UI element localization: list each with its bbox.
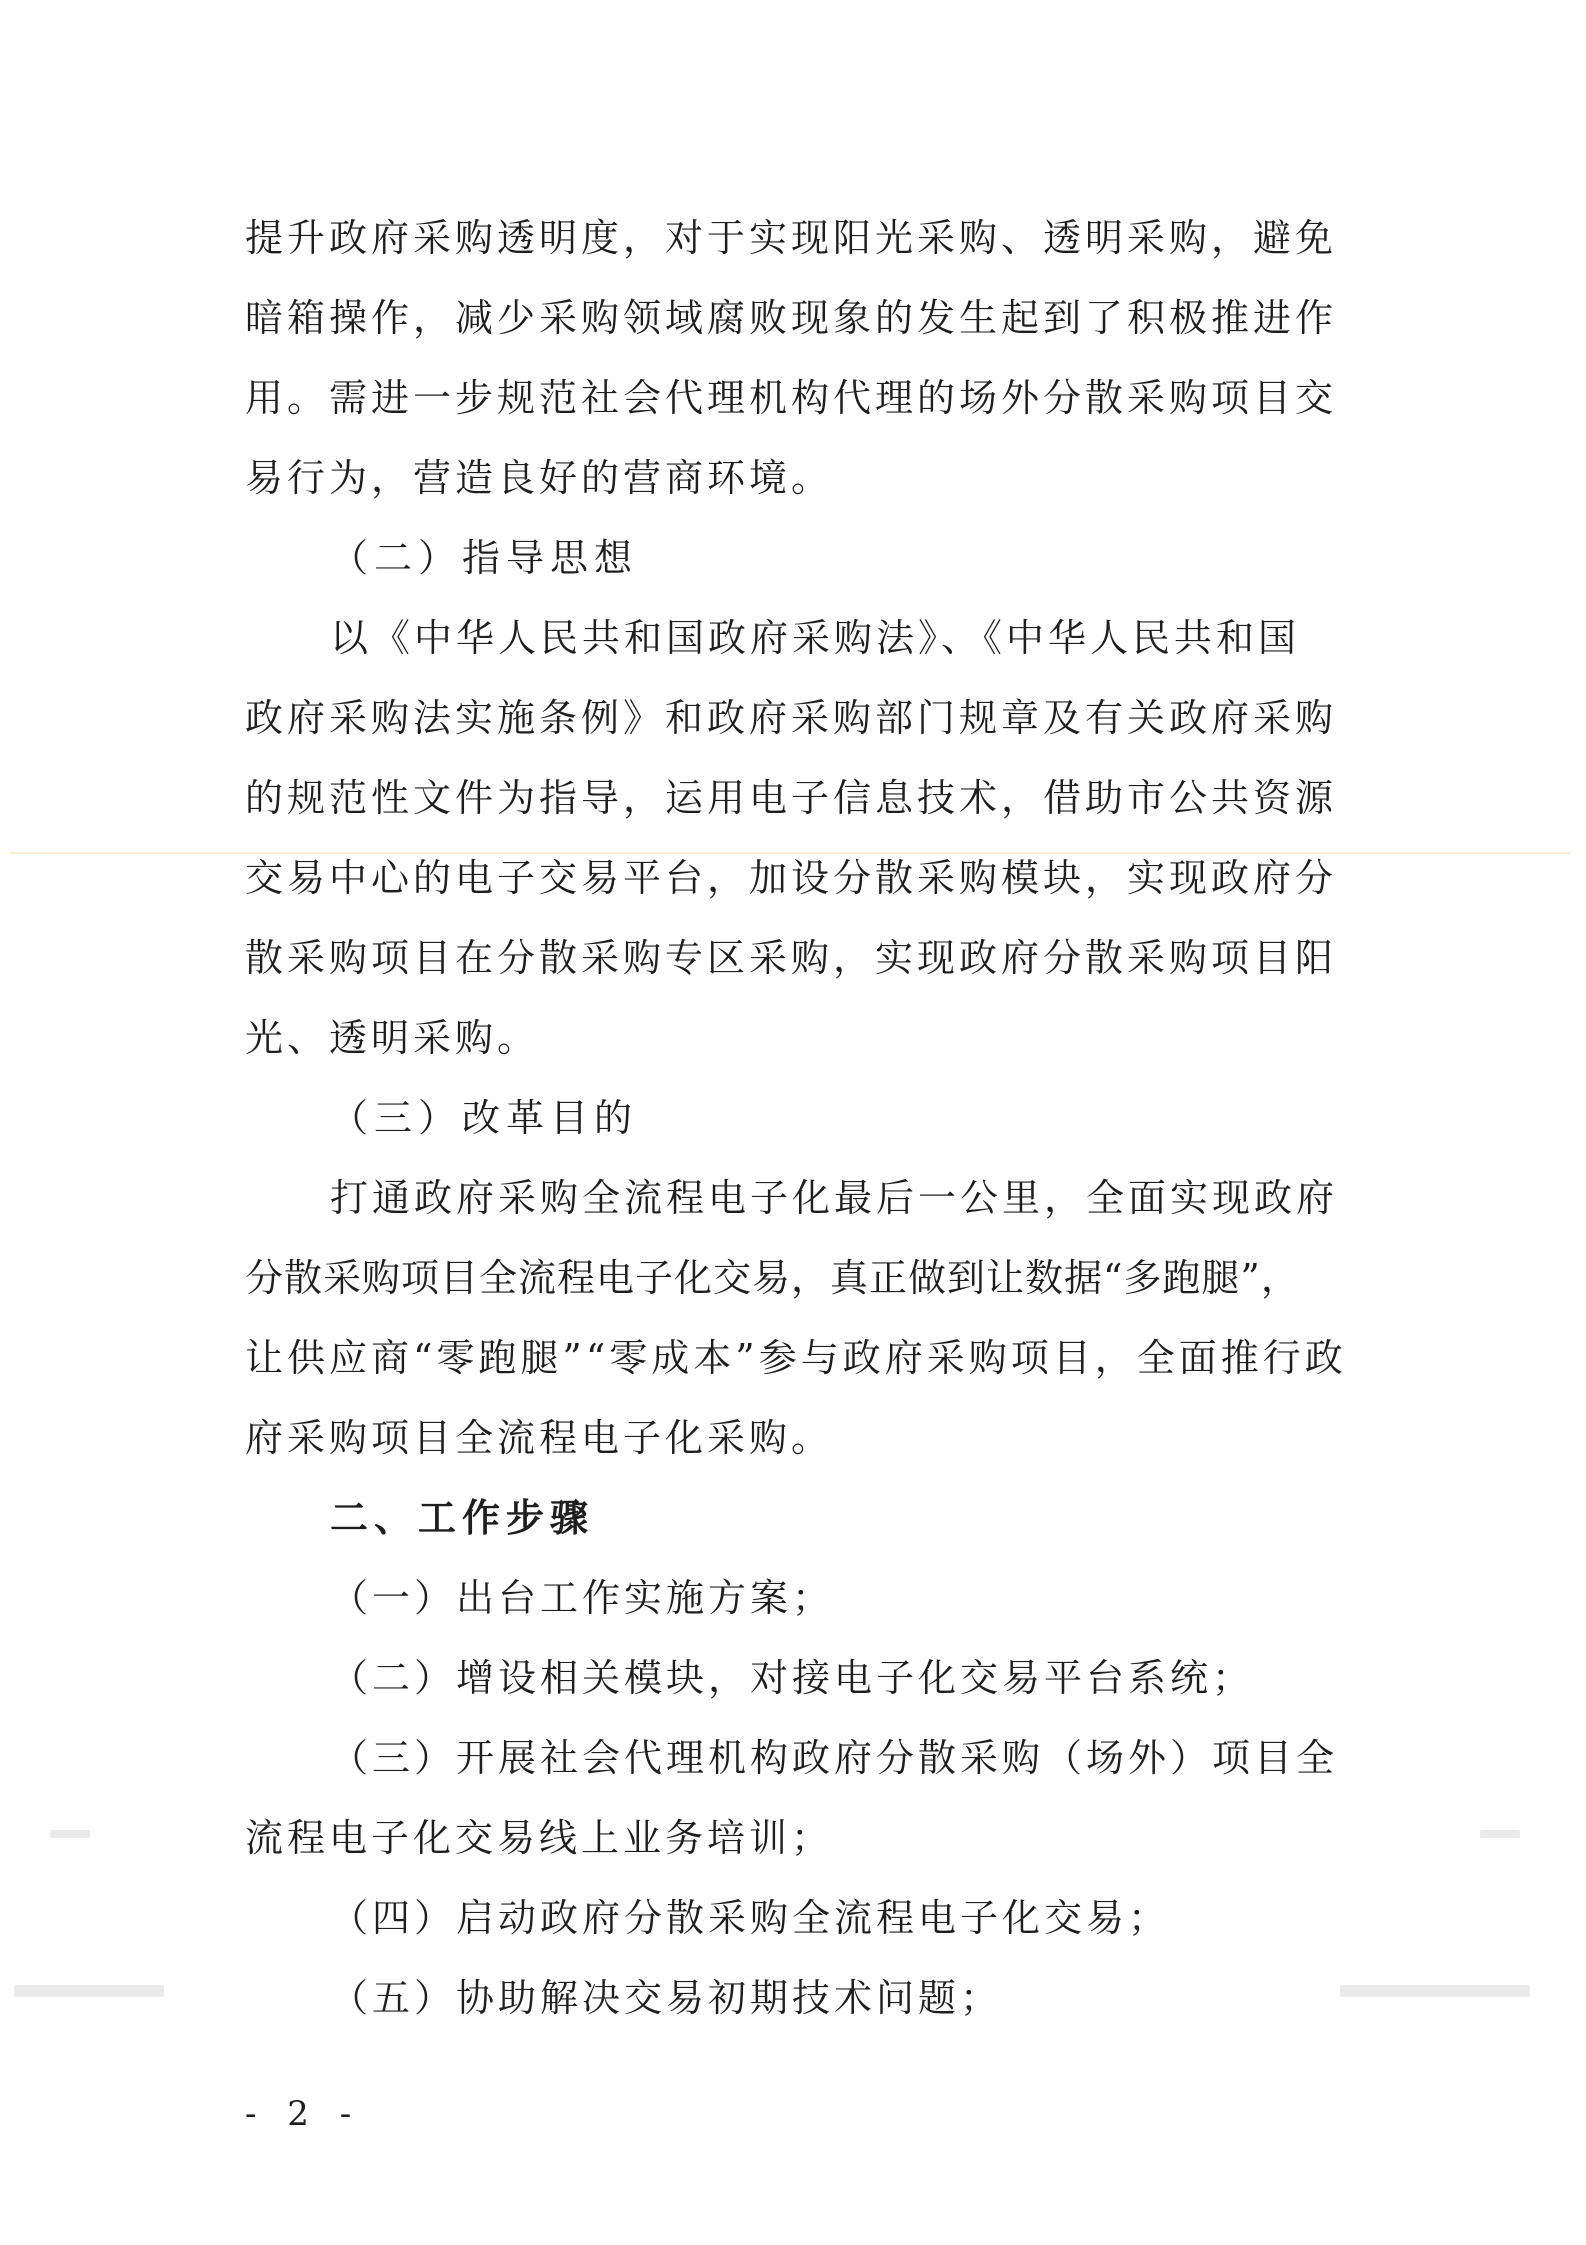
step-item: （二）增设相关模块，对接电子化交易平台系统；	[330, 1656, 1255, 1700]
body-text-line: 政府采购法实施条例》和政府采购部门规章及有关政府采购	[245, 696, 1338, 740]
body-text-line: 府采购项目全流程电子化采购。	[245, 1416, 834, 1460]
body-text-line: 散采购项目在分散采购专区采购，实现政府分散采购项目阳	[245, 936, 1338, 980]
scan-speck-right-2	[1480, 1830, 1520, 1838]
scan-speck-right-1	[1340, 1985, 1530, 1997]
chapter-heading: 二、工作步骤	[330, 1495, 595, 1540]
body-text-line: 用。需进一步规范社会代理机构代理的场外分散采购项目交	[245, 376, 1338, 420]
body-text-line: 打通政府采购全流程电子化最后一公里，全面实现政府	[330, 1176, 1339, 1220]
body-text-line: 光、透明采购。	[245, 1016, 540, 1060]
step-item-continuation: 流程电子化交易线上业务培训；	[245, 1816, 834, 1860]
step-item: （一）出台工作实施方案；	[330, 1576, 835, 1620]
body-text-line: 分散采购项目全流程电子化交易，真正做到让数据“多跑腿”，	[245, 1256, 1300, 1300]
scan-speck-left-1	[14, 1985, 164, 1997]
page-number: - 2 -	[245, 2094, 362, 2134]
scan-speck-left-2	[50, 1830, 90, 1838]
body-text-line: 的规范性文件为指导，运用电子信息技术，借助市公共资源	[245, 776, 1338, 820]
body-text-line: 以《中华人民共和国政府采购法》、《中华人民共和国	[330, 616, 1301, 660]
section-heading: （二）指导思想	[330, 536, 639, 580]
body-text-line: 易行为，营造良好的营商环境。	[245, 456, 834, 500]
body-text-line: 交易中心的电子交易平台，加设分散采购模块，实现政府分	[245, 856, 1338, 900]
body-text-line: 让供应商“零跑腿”“零成本”参与政府采购项目，全面推行政	[245, 1336, 1347, 1380]
step-item: （五）协助解决交易初期技术问题；	[330, 1976, 1003, 2020]
body-text-line: 提升政府采购透明度，对于实现阳光采购、透明采购，避免	[245, 216, 1338, 260]
body-text-line: 暗箱操作，减少采购领域腐败现象的发生起到了积极推进作	[245, 296, 1338, 340]
section-heading: （三）改革目的	[330, 1096, 639, 1140]
step-item: （三）开展社会代理机构政府分散采购（场外）项目全	[330, 1736, 1339, 1780]
step-item: （四）启动政府分散采购全流程电子化交易；	[330, 1896, 1171, 1940]
